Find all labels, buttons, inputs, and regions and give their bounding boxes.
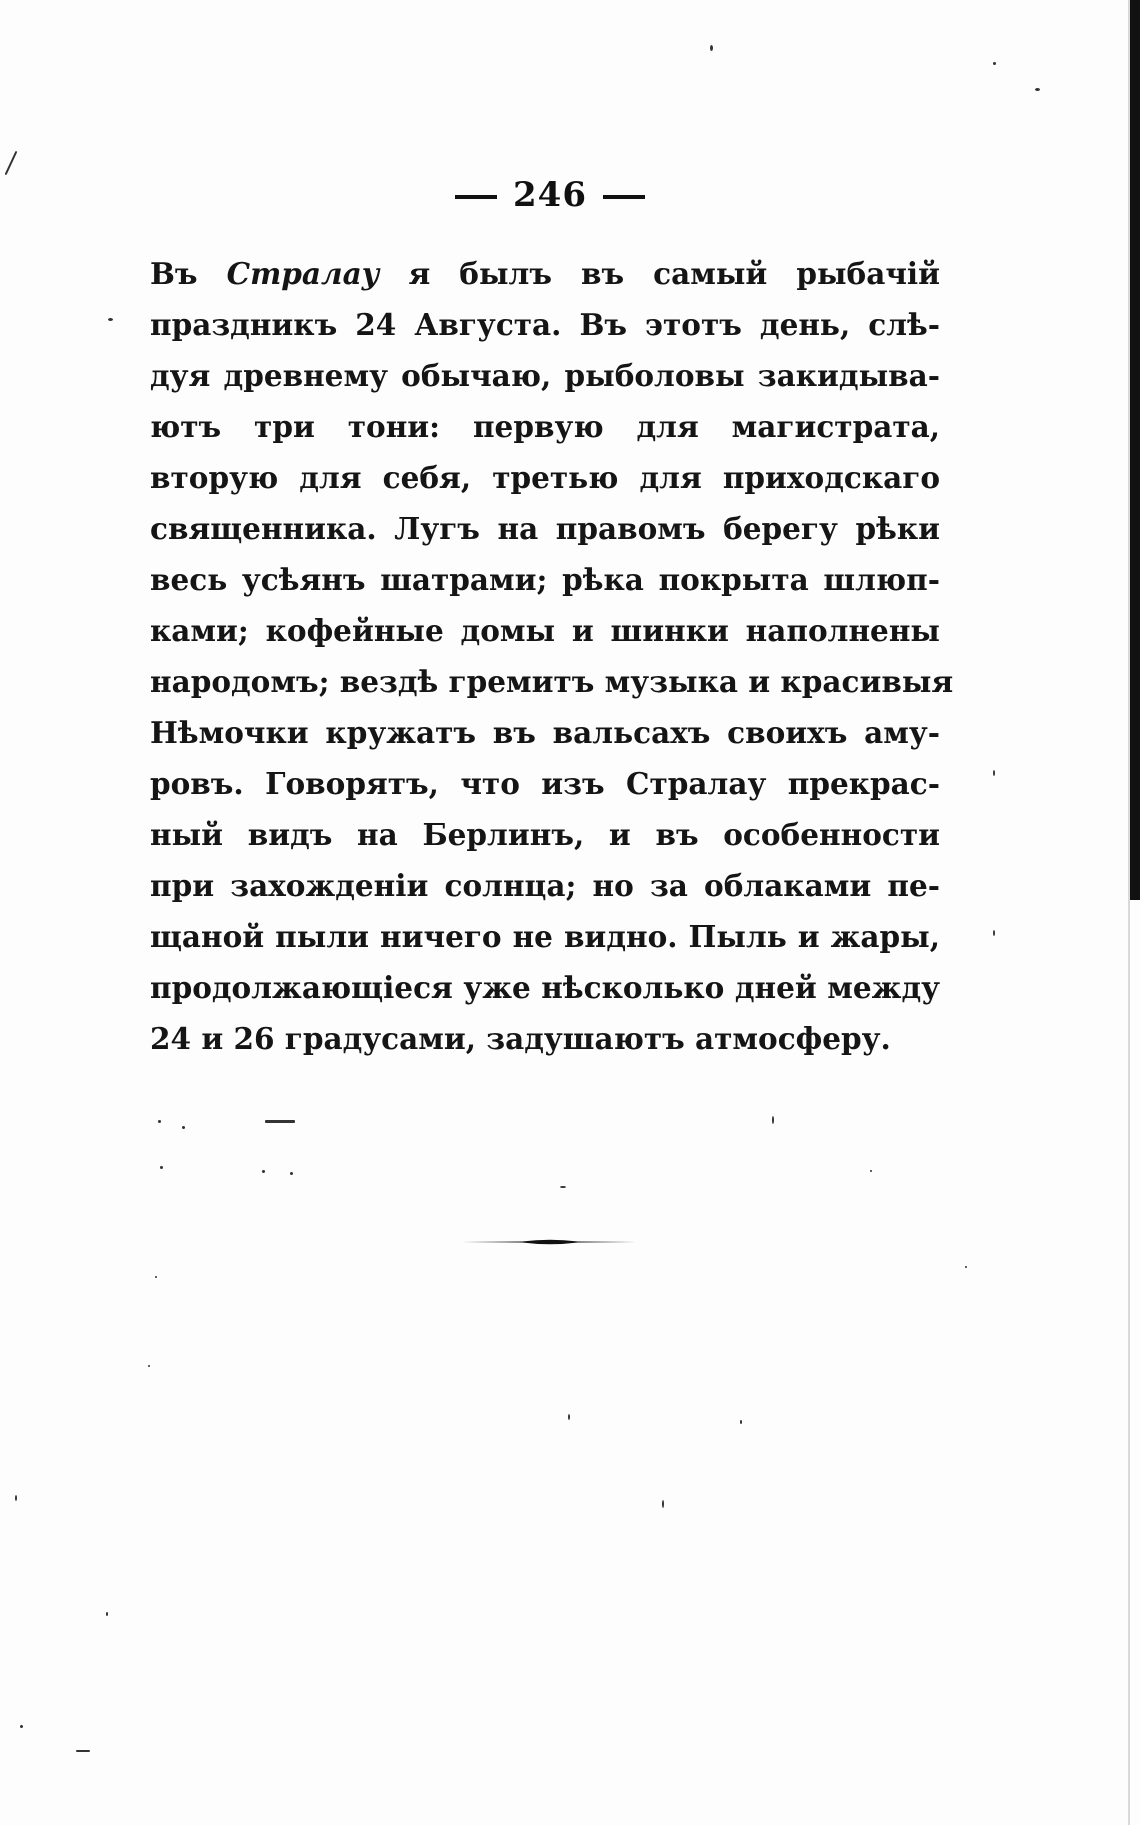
text-line: дуя древнему обычаю, рыболовы закидыва- bbox=[150, 358, 940, 393]
scan-speck bbox=[710, 45, 713, 51]
scan-speck bbox=[993, 930, 995, 936]
text-line: ютъ три тони: первую для магистрата, bbox=[150, 409, 940, 444]
scan-speck bbox=[76, 1750, 90, 1752]
scan-speck bbox=[182, 1126, 185, 1129]
scan-speck bbox=[20, 1725, 23, 1728]
scan-speck bbox=[993, 62, 996, 65]
text-line: народомъ; вездѣ гремитъ музыка и красивыя bbox=[150, 664, 954, 699]
text-line: ный видъ на Берлинъ, и въ особенности bbox=[150, 817, 940, 852]
scan-speck bbox=[148, 1365, 150, 1367]
scan-speck bbox=[290, 1172, 293, 1175]
scan-dark-edge bbox=[1130, 0, 1140, 900]
scan-speck bbox=[965, 1266, 967, 1268]
text-line: вторую для себя, третью для приходскаго bbox=[150, 460, 940, 495]
line-fragment: Въ bbox=[150, 256, 227, 291]
text-line: ками; кофейные домы и шинки наполнены bbox=[150, 613, 940, 648]
text-line: 24 и 26 градусами, задушаютъ атмосферу. bbox=[150, 1021, 891, 1056]
header-dash-left bbox=[455, 195, 497, 199]
text-line bbox=[150, 248, 940, 299]
scan-speck bbox=[265, 1120, 295, 1123]
line-fragment: я былъ въ самый рыбачій bbox=[379, 256, 940, 291]
scan-speck bbox=[772, 1116, 774, 1124]
scan-faint-edge bbox=[1128, 0, 1130, 1825]
scan-speck bbox=[15, 1495, 17, 1501]
body-paragraph bbox=[150, 248, 954, 1064]
scan-speck bbox=[560, 1186, 566, 1188]
scan-speck bbox=[1035, 88, 1040, 91]
scan-speck bbox=[993, 770, 995, 776]
header-dash-right bbox=[603, 195, 645, 199]
text-line: продолжающіеся уже нѣсколько дней между bbox=[150, 970, 940, 1005]
scan-speck bbox=[262, 1170, 265, 1173]
scan-speck bbox=[568, 1414, 570, 1420]
scan-speck bbox=[158, 1120, 161, 1123]
end-ornament-rule bbox=[462, 1237, 638, 1247]
text-line: Нѣмочки кружатъ въ вальсахъ своихъ аму- bbox=[150, 715, 940, 750]
text-line: при захожденіи солнца; но за облаками пе- bbox=[150, 868, 940, 903]
page-header bbox=[0, 175, 1100, 215]
place-name-italic: Стралау bbox=[226, 256, 380, 291]
scan-speck bbox=[106, 1612, 108, 1616]
scan-speck bbox=[870, 1170, 872, 1172]
scan-speck bbox=[160, 1166, 163, 1169]
text-line: ровъ. Говорятъ, что изъ Стралау прекрас- bbox=[150, 766, 940, 801]
scan-speck bbox=[155, 1276, 157, 1278]
scan-speck bbox=[662, 1500, 664, 1508]
text-line: праздникъ 24 Августа. Въ этотъ день, слѣ- bbox=[150, 307, 940, 342]
text-line: щаной пыли ничего не видно. Пыль и жары, bbox=[150, 919, 940, 954]
page-number: 246 bbox=[513, 175, 587, 215]
text-line: священника. Лугъ на правомъ берегу рѣки bbox=[150, 511, 940, 546]
scan-speck bbox=[740, 1420, 742, 1424]
scan-speck bbox=[108, 318, 113, 321]
text-line: весь усѣянъ шатрами; рѣка покрыта шлюп- bbox=[150, 562, 940, 597]
scan-speck bbox=[5, 151, 18, 175]
